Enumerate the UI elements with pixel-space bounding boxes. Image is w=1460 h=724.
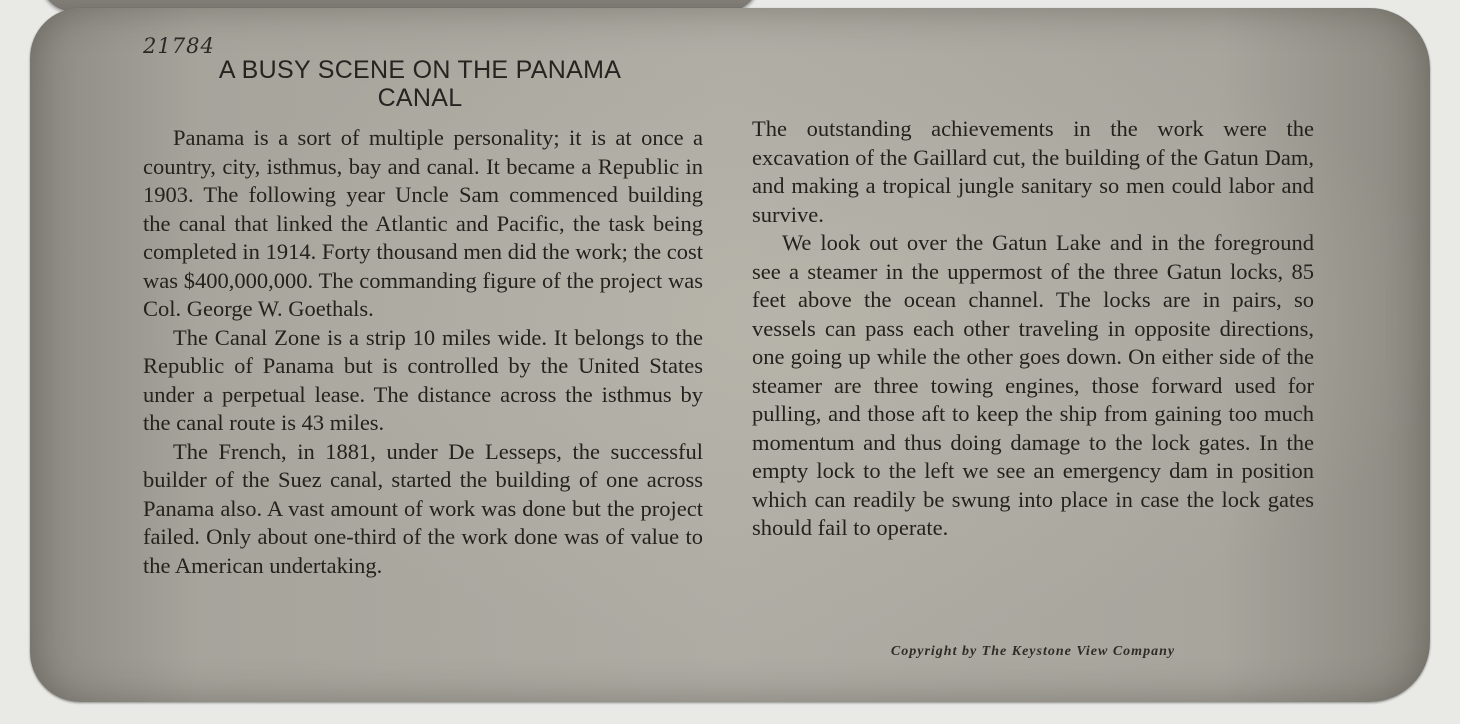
card-title-line-2: CANAL xyxy=(377,84,463,112)
paragraph-canal-zone: The Canal Zone is a strip 10 miles wide. It belongs to the Republic of Panama but is controlled by the United States under a perpetual lease. The distance across the isthmus by the canal route is 43 miles. xyxy=(143,324,703,435)
paragraph-achievements: The outstanding achievements in the work were the excavation of the Gaillard cut, the building of the Gatun Dam, and making a tropical jungle sanitary so men could labor and survive. xyxy=(752,116,1314,227)
copyright-notice: Copyright by The Keystone View Company xyxy=(890,644,1176,659)
left-text-column xyxy=(143,124,703,580)
stereoview-card-back xyxy=(30,8,1430,702)
paragraph-french-attempt: The French, in 1881, under De Lesseps, the successful builder of the Suez canal, started the building of one across Panama also. A vast amount of work was done but the project failed. Only about one-third of the work done was of value to the American undertaking. xyxy=(143,438,703,578)
card-title-line-1: A BUSY SCENE ON THE PANAMA xyxy=(218,56,622,84)
paragraph-panama-overview: Panama is a sort of multiple personality; it is at once a country, city, isthmus, bay and canal. It became a Republic in 1903. The following year Uncle Sam commenced building the canal that linked the Atlantic and Pacific, the task being completed in 1914. Forty thousand men did the work; the cost was $400,000,000. The commanding figure of the project was Col. George W. Goethals. xyxy=(143,125,703,321)
card-number: 21784 xyxy=(143,34,215,58)
paragraph-gatun-locks: We look out over the Gatun Lake and in the foreground see a steamer in the uppermost of the three Gatun locks, 85 feet above the ocean channel. The locks are in pairs, so vessels can pass each other traveling in opposite directions, one going up while the other goes down. On either side of the steamer are three towing engines, those forward used for pulling, and those aft to keep the ship from gaining too much momentum and thus doing damage to the lock gates. In the empty lock to the left we see an emergency dam in position which can readily be swung into place in case the lock gates should fail to operate. xyxy=(752,230,1314,540)
card-title xyxy=(140,56,700,112)
right-text-column xyxy=(752,115,1314,543)
